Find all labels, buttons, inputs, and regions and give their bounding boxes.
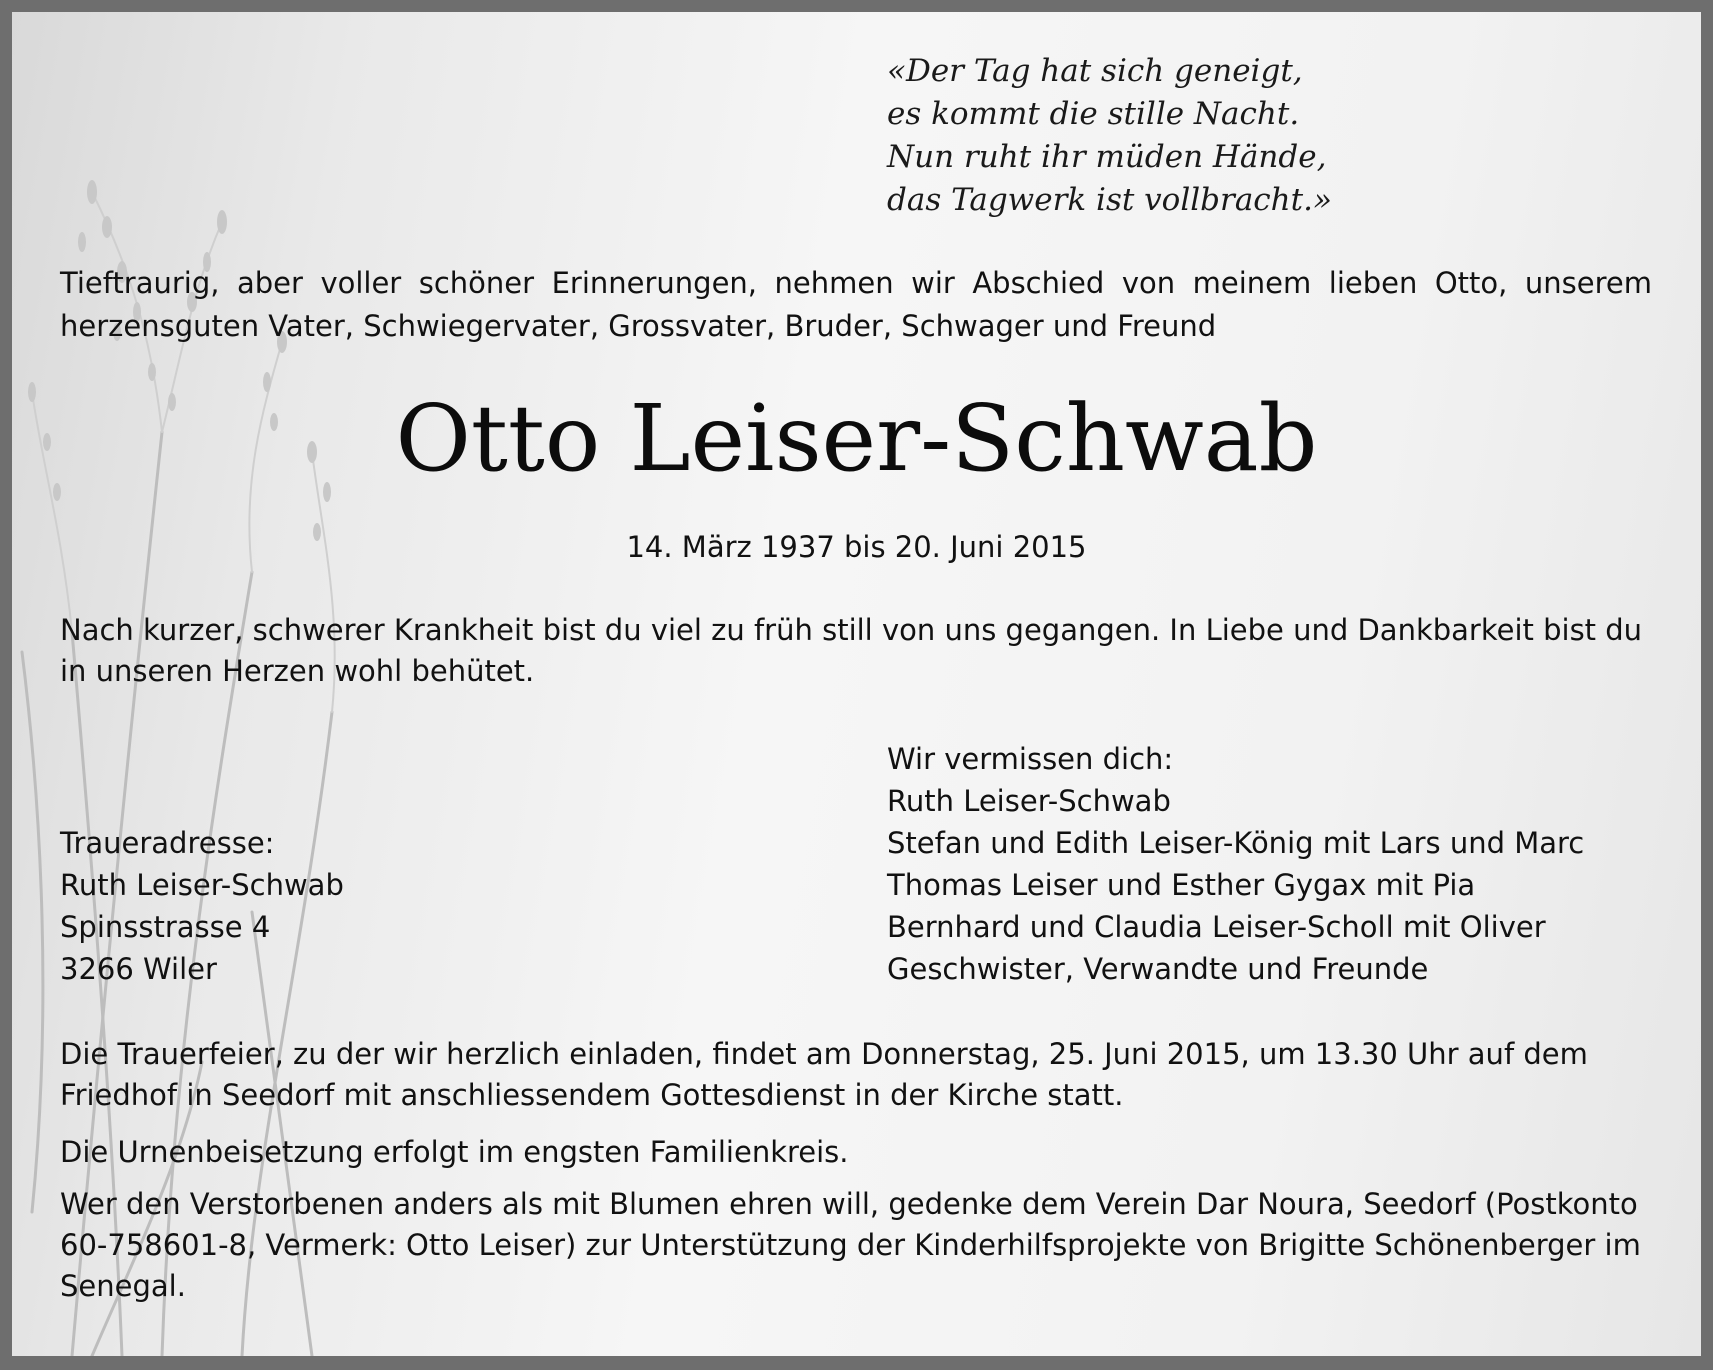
motto-line: «Der Tag hat sich geneigt, (887, 53, 1303, 89)
obituary-page (12, 12, 1701, 1356)
motto-line: Nun ruht ihr müden Hände, (887, 139, 1327, 175)
donation-paragraph: Wer den Verstorbenen anders als mit Blumen ehren will, gedenke dem Verein Dar Noura, Seedorf (Postkonto 60-758601-8, Vermerk: Otto Leiser) zur Unterstützung der Kinderhilfsprojekte von Brigitte Schönenberger im Senegal. (60, 1187, 1641, 1303)
ceremony-paragraph: Die Trauerfeier, zu der wir herzlich einladen, findet am Donnerstag, 25. Juni 2015, um 13.30 Uhr auf dem Friedhof in Seedorf mit anschliessendem Gottesdienst in der Kirche statt. (60, 1037, 1588, 1112)
family-member: Bernhard und Claudia Leiser-Scholl mit Oliver (887, 910, 1546, 944)
family-member: Thomas Leiser und Esther Gygax mit Pia (887, 868, 1476, 902)
intro-text: Tieftraurig, aber voller schöner Erinnerungen, nehmen wir Abschied von meinem lieben Otto, unserem herzensguten Vater, Schwiegervater, Grossvater, Bruder, Schwager und Freund (60, 266, 1652, 343)
farewell-paragraph: Nach kurzer, schwerer Krankheit bist du viel zu früh still von uns gegangen. In Liebe und Dankbarkeit bist du in unseren Herzen wohl behütet. (60, 613, 1643, 688)
family-member: Geschwister, Verwandte und Freunde (887, 952, 1429, 986)
deceased-name: Otto Leiser-Schwab (395, 385, 1318, 492)
family-member: Stefan und Edith Leiser-König mit Lars und Marc (887, 826, 1585, 860)
family-heading: Wir vermissen dich: (887, 742, 1174, 776)
family-list (887, 738, 1584, 990)
address-heading: Traueradresse: (60, 826, 275, 860)
urn-paragraph: Die Urnenbeisetzung erfolgt im engsten Familienkreis. (60, 1135, 849, 1169)
address-city: 3266 Wiler (60, 952, 217, 986)
address-name: Ruth Leiser-Schwab (60, 868, 344, 902)
motto-line: es kommt die stille Nacht. (887, 96, 1300, 132)
motto-line: das Tagwerk ist vollbracht.» (887, 182, 1332, 218)
life-dates: 14. März 1937 bis 20. Juni 2015 (626, 530, 1087, 564)
mourning-address (60, 822, 344, 990)
family-member: Ruth Leiser-Schwab (887, 784, 1171, 818)
address-street: Spinsstrasse 4 (60, 910, 271, 944)
motto-quote (887, 50, 1332, 222)
